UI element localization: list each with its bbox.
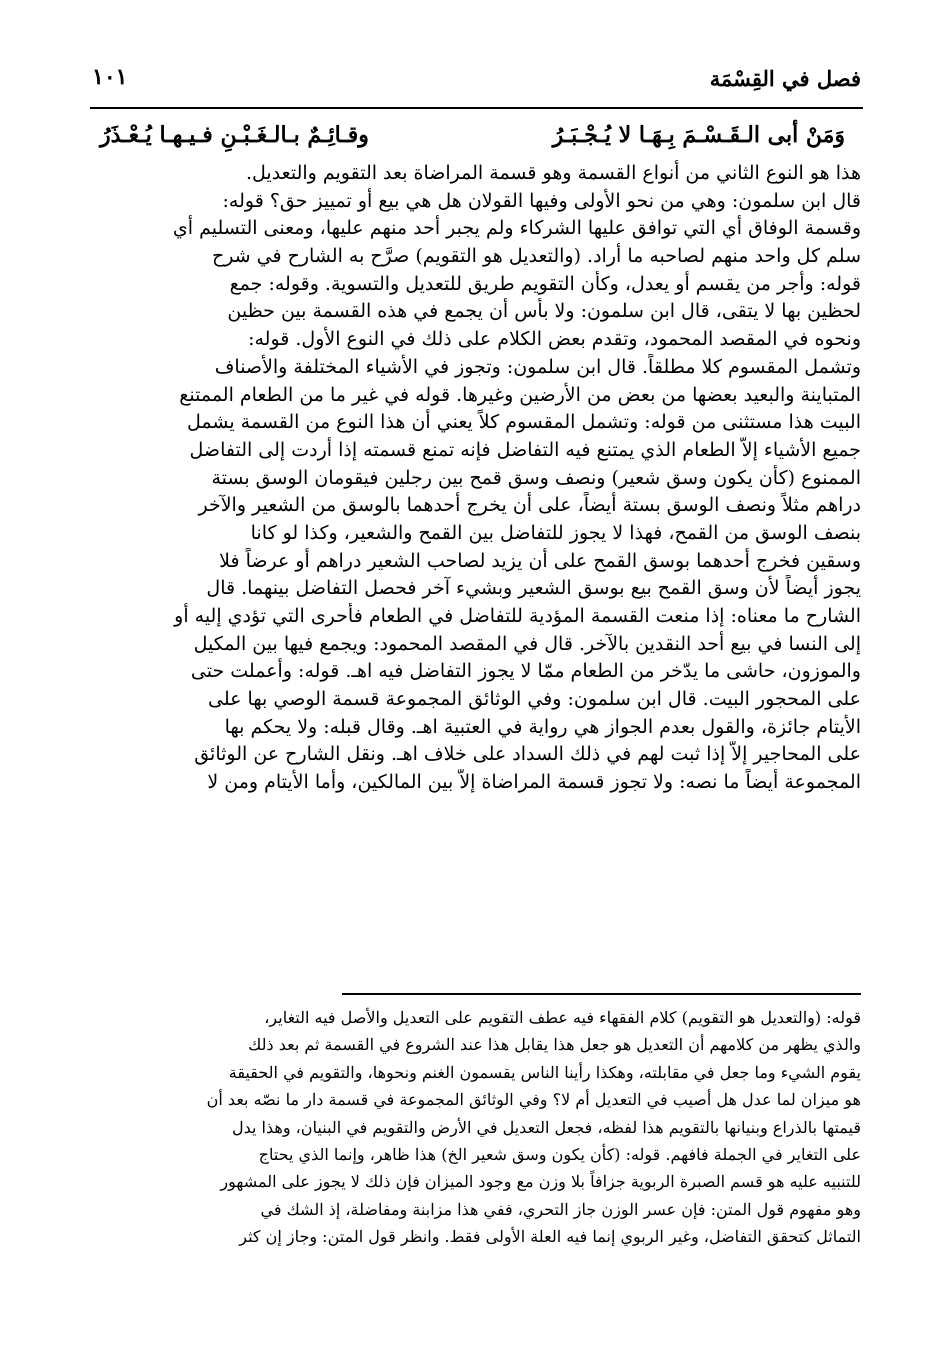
footnote-line: وهو مفهوم قول المتن: فإن عسر الوزن جاز التحري، ففي هذا مزابنة ومفاضلة، إذ الشك في xyxy=(260,1199,861,1219)
chapter-title: فصل في القِسْمَة xyxy=(709,66,861,91)
text-line: الممنوع (كأن يكون وسق شعير) ونصف وسق قمح بين رجلين فيقومان الوسق بستة xyxy=(211,466,861,489)
main-commentary xyxy=(90,160,861,797)
footnote-line: هو ميزان لما عدل هل أصيب في التعديل أم لا؟ وفي الوثائق المجموعة في قسمة دار ما نصّه بعد أن xyxy=(206,1090,861,1110)
text-line: إلى النسا في بيع أحد النقدين بالآخر. قال في المقصد المحمود: ويجمع فيها بين المكيل xyxy=(193,632,861,655)
text-line: البيت هذا مستثنى من قوله: وتشمل المقسوم كلاً يعني أن هذا النوع من القسمة يشمل xyxy=(187,411,861,434)
verse-second-hemistich: وقـائِـمٌ بـالـغَـبْـنِ فـيـهـا يُـعْـذَرُ xyxy=(100,122,369,148)
text-line: وقسمة الوفاق أي التي توافق عليها الشركاء ولم يجبر أحد منهم عليها، ومعنى التسليم أي xyxy=(172,217,861,240)
text-line: الأيتام جائزة، والقول بعدم الجواز هي رواية في العتبية اهـ. وقال قبله: ولا يحكم بها xyxy=(224,715,861,738)
text-line: الشارح ما معناه: إذا منعت القسمة المؤدية للتفاضل في الطعام فأحرى التي تؤدي إليه أو xyxy=(174,605,861,627)
header-divider xyxy=(90,107,863,109)
page-header xyxy=(92,56,861,100)
verse-line xyxy=(100,116,845,158)
text-line: لحظين بها لا يتقى، قال ابن سلمون: ولا بأس أن يجمع في هذه القسمة بين حظين xyxy=(227,300,861,323)
page-number: ١٠١ xyxy=(92,64,128,90)
text-line: يجوز أيضاً لأن وسق القمح بيع بوسق الشعير وبشيء آخر فحصل التفاضل بينهما. قال xyxy=(206,577,861,600)
text-line: المجموعة أيضاً ما نصه: ولا تجوز قسمة المراضاة إلاَّ بين المالكين، وأما الأيتام ومن لا xyxy=(207,771,861,794)
text-line: وتشمل المقسوم كلا مطلقاً. قال ابن سلمون: وتجوز في الأشياء المختلفة والأصناف xyxy=(214,355,861,378)
text-line: دراهم مثلاً ونصف الوسق بستة أيضاً، على أن يخرج أحدهما بالوسق من الشعير والآخر xyxy=(198,494,861,517)
text-line: بنصف الوسق من القمح، فهذا لا يجوز للتفاضل بين القمح والشعير، وكذا لو كانا xyxy=(250,521,861,544)
text-line: هذا هو النوع الثاني من أنواع القسمة وهو قسمة المراضاة بعد التقويم والتعديل. xyxy=(245,162,861,184)
text-line: على المحجور البيت. قال ابن سلمون: وفي الوثائق المجموعة قسمة الوصي بها على xyxy=(208,688,861,711)
text-line: المتباينة والبعيد بعضها من بعض من الأرضين وغيرها. قوله في غير ما من الطعام الممتنع xyxy=(179,383,861,406)
footnotes xyxy=(90,1004,861,1251)
footnote-line: على التغاير في الجملة فافهم. قوله: (كأن يكون وسق شعير الخ) هذا ظاهر، وإنما الذي يحتاج xyxy=(258,1144,861,1164)
verse-first-hemistich: وَمَنْ أبى الـقَـسْـمَ بِـهَـا لا يُـجْـبَـرُ xyxy=(552,122,845,148)
footnote-line: التماثل كتحقق التفاضل، وغير الربوي إنما فيه العلة الأولى فقط. وانظر قول المتن: وجاز إن كثر xyxy=(239,1227,861,1247)
footnote-line: والذي يظهر من كلامهم أن التعديل هو جعل هذا يقابل هذا عند الشروع في القسمة ثم بعد ذلك xyxy=(248,1035,861,1055)
footnote-line: للتنبيه عليه هو قسم الصبرة الربوية جزافاً بلا وزن مع وجود الميزان فإن ذلك لا يجوز على المشهور xyxy=(220,1172,861,1192)
text-line: سلم كل واحد منهم لصاحبه ما أراد. (والتعديل هو التقويم) صرَّح به الشارح في شرح xyxy=(211,245,861,268)
footnote-line: يقوم الشيء وما جعل في مقابلته، وهكذا رأينا الناس يقسمون الغنم ونحوها، والتقويم في الحقيقة xyxy=(228,1062,861,1082)
text-line: وسقين فخرج أحدهما بوسق القمح على أن يزيد لصاحب الشعير دراهم أو عرضاً فلا xyxy=(219,549,861,572)
text-line: قال ابن سلمون: وهي من نحو الأولى وفيها القولان هل هي بيع أو تمييز حق؟ قوله: xyxy=(222,189,861,212)
footnote-line: قوله: (والتعديل هو التقويم) كلام الفقهاء فيه عطف التقويم على التعديل والأصل فيه التغاير، xyxy=(264,1008,861,1027)
text-line: والموزون، حاشى ما يدّخر من الطعام ممّا لا يجوز التفاضل فيه اهـ. قوله: وأعملت حتى xyxy=(190,660,861,683)
text-line: ونحوه في المقصد المحمود، وتقدم بعض الكلام على ذلك في النوع الأول. قوله: xyxy=(248,328,861,351)
text-line: على المحاجير إلاَّ إذا ثبت لهم في ذلك السداد على خلاف اهـ. ونقل الشارح عن الوثائق xyxy=(194,743,861,766)
footnote-divider xyxy=(342,993,861,995)
footnote-line: قيمتها بالذراع وبنيانها بالتقويم هذا لفظه، فجعل التعديل في الأرض والتقويم في البنيان، وهذا يدل xyxy=(231,1117,861,1137)
text-line: جميع الأشياء إلاَّ الطعام الذي يمتنع فيه التفاضل فإنه تمنع قسمته إذا أردت إلى التفاضل xyxy=(189,438,861,461)
text-line: قوله: وأجر من يقسم أو يعدل، وكأن التقويم طريق للتعديل والتسوية. وقوله: جمع xyxy=(229,272,861,295)
